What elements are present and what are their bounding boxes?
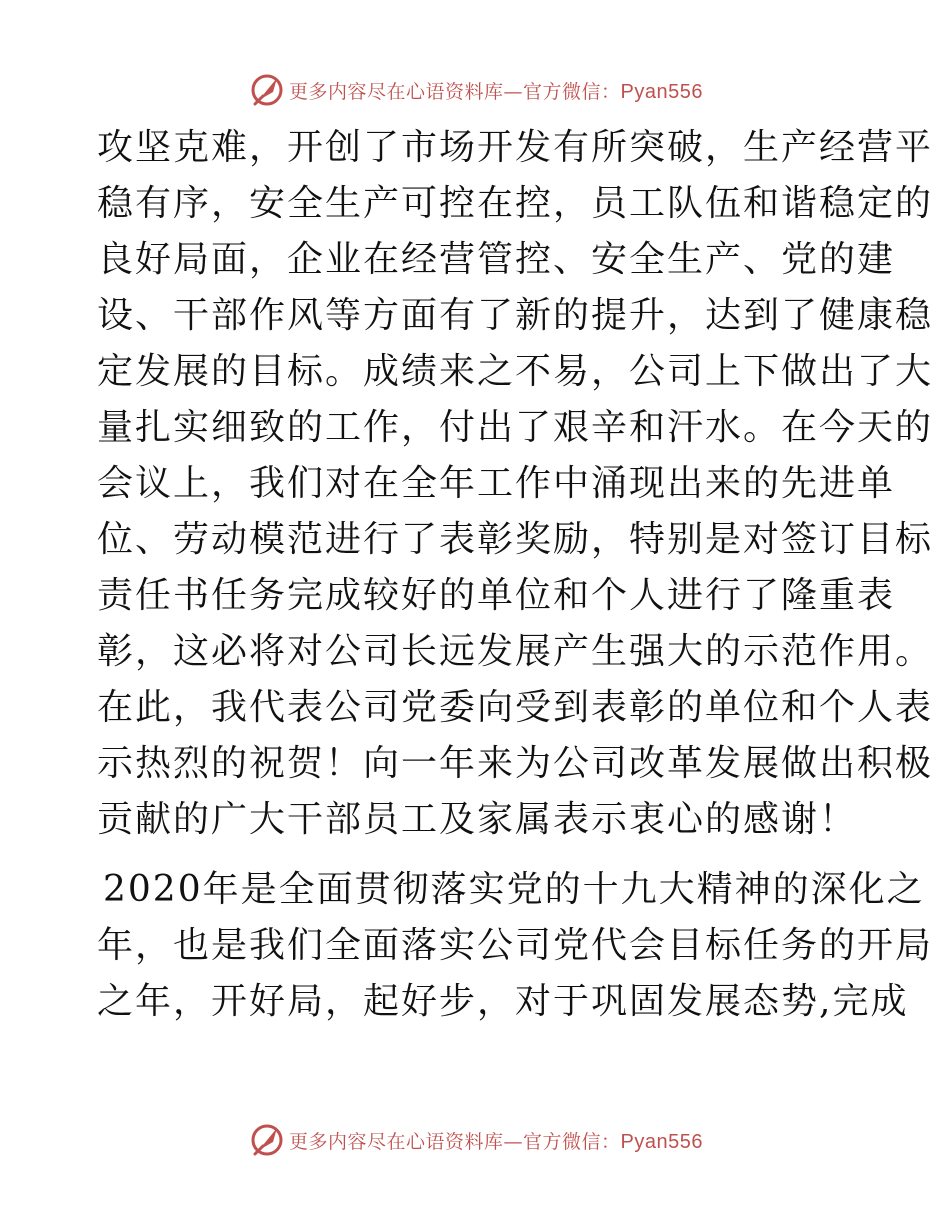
wechat-id: Pyan556: [620, 1130, 703, 1153]
text-line: 之年，开好局，起好步，对于巩固发展态势,完成: [97, 981, 909, 1022]
wechat-id: Pyan556: [620, 80, 703, 103]
text-line: 2020年是全面贯彻落实党的十九大精神的深化之: [103, 869, 925, 910]
footer-banner: [0, 1120, 950, 1160]
text-line: 年，也是我们全面落实公司党代会目标任务的开局: [97, 925, 934, 966]
text-line: 定发展的目标。成绩来之不易，公司上下做出了大: [97, 351, 934, 392]
quill-logo-icon: [247, 70, 287, 110]
text-line: 责任书任务完成较好的单位和个人进行了隆重表: [97, 575, 896, 616]
text-line: 位、劳动模范进行了表彰奖励，特别是对签订目标: [97, 519, 934, 560]
quill-logo-icon: [247, 1120, 287, 1160]
text-line: 量扎实细致的工作，付出了艰辛和汗水。在今天的: [97, 407, 934, 448]
text-line: 良好局面，企业在经营管控、安全生产、党的建: [97, 239, 896, 280]
document-body: [97, 120, 934, 1030]
text-line: 贡献的广大干部员工及家属表示衷心的感谢！: [97, 799, 858, 840]
text-line: 稳有序，安全生产可控在控，员工队伍和谐稳定的: [97, 183, 934, 224]
text-line: 设、干部作风等方面有了新的提升，达到了健康稳: [97, 295, 934, 336]
text-line: 攻坚克难，开创了市场开发有所突破，生产经营平: [97, 127, 934, 168]
text-line: 彰，这必将对公司长远发展产生强大的示范作用。: [97, 631, 934, 672]
text-line: 在此，我代表公司党委向受到表彰的单位和个人表: [97, 687, 934, 728]
header-banner: [0, 70, 950, 110]
banner-text: 更多内容尽在心语资料库—官方微信：Pyan556: [289, 80, 703, 103]
banner-text: 更多内容尽在心语资料库—官方微信：Pyan556: [289, 1130, 703, 1153]
text-line: 会议上，我们对在全年工作中涌现出来的先进单: [97, 463, 896, 504]
text-line: 示热烈的祝贺！向一年来为公司改革发展做出积极: [97, 743, 934, 784]
